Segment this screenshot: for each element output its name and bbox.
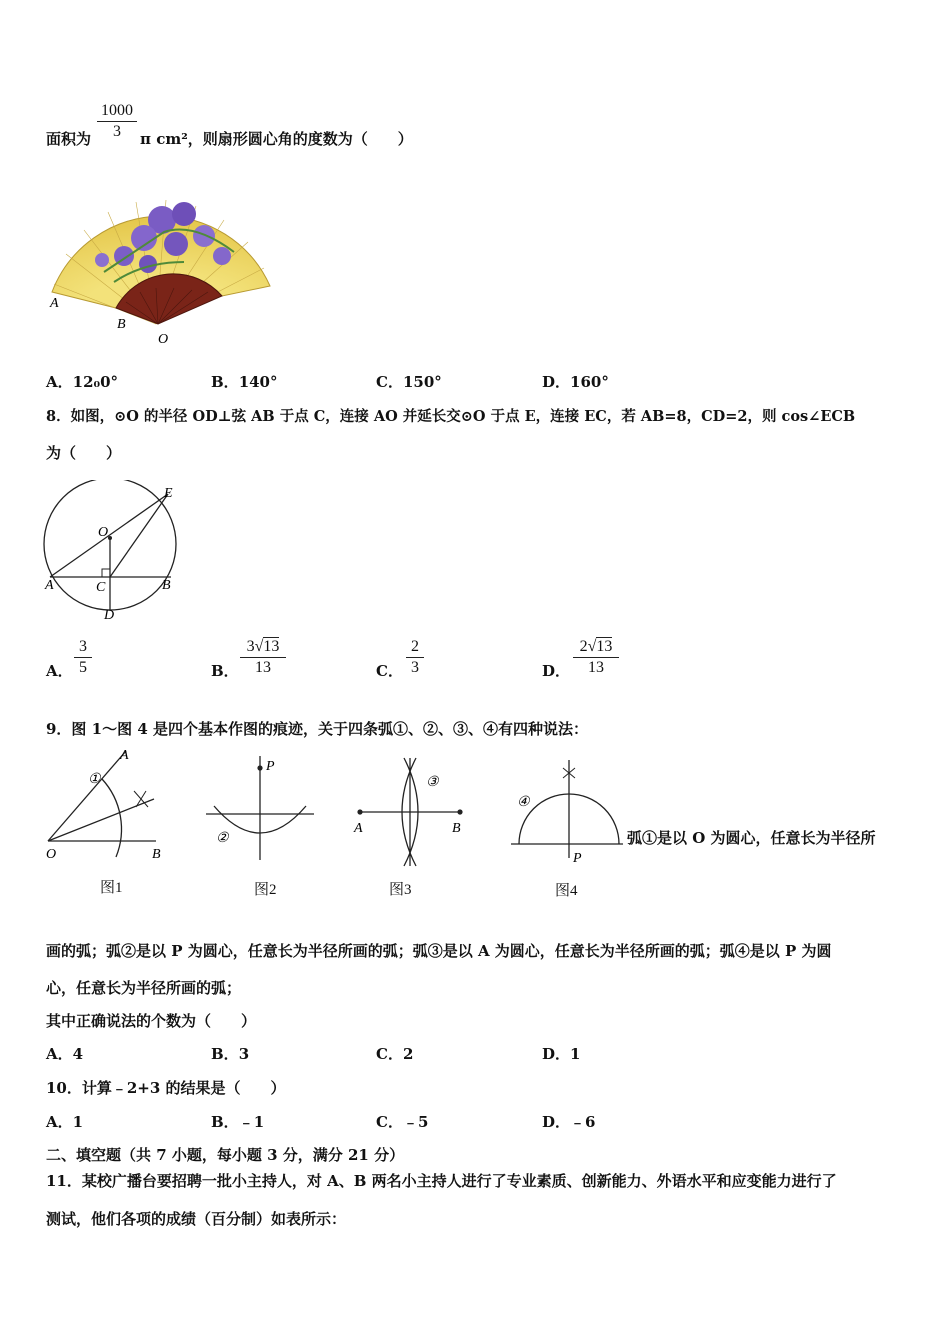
option-text: ﹣5: [402, 1113, 429, 1131]
fig3-label-b: B: [452, 821, 461, 836]
q7-option-c[interactable]: [376, 371, 442, 392]
option-text: 160°: [570, 373, 609, 391]
option-text: 1: [72, 1113, 84, 1131]
q7-option-d[interactable]: [542, 371, 609, 392]
option-text: ﹣1: [238, 1113, 265, 1131]
q8-label-c: C: [96, 580, 106, 595]
option-text: 2: [402, 1045, 414, 1063]
sqrt-icon: √: [254, 638, 264, 655]
option-letter: D．: [542, 373, 571, 391]
q10-option-a[interactable]: [46, 1111, 83, 1132]
q7-prefix: 面积为: [46, 130, 92, 148]
fan-label-a: A: [50, 296, 59, 311]
option-text: ﹣6: [570, 1113, 596, 1131]
q9-side-text: 弧①是以 O 为圆心，任意长为半径所: [627, 829, 876, 847]
option-letter: C．: [376, 1045, 403, 1063]
option-letter: B．: [211, 373, 239, 391]
option-letter: B．: [211, 662, 239, 680]
radicand: 13: [596, 638, 613, 655]
q11-stem-line1: 11．某校广播台要招聘一批小主持人，对 A、B 两名小主持人进行了专业素质、创新能力、外语水平和应变能力进行了: [46, 1172, 837, 1190]
q8-option-a[interactable]: [46, 660, 73, 681]
option-letter: A．: [46, 1045, 73, 1063]
q7-option-b[interactable]: [211, 371, 278, 392]
q7-fraction-numerator: 1000: [97, 102, 137, 122]
q8-option-d[interactable]: [542, 660, 570, 681]
option-letter: A．: [46, 662, 73, 680]
q9-stem-line1: 9．图 1～图 4 是四个基本作图的痕迹，关于四条弧①、②、③、④有四种说法：: [46, 720, 588, 738]
option-letter: A．: [46, 1113, 73, 1131]
fraction-numerator: [573, 638, 619, 658]
q9-fig4-caption: 图4: [555, 883, 578, 899]
fig1-arc-label: ①: [88, 772, 101, 787]
fraction-denominator: 13: [588, 659, 604, 676]
q8-label-e: E: [164, 486, 173, 501]
option-text: 4: [72, 1045, 84, 1063]
q8-label-b: B: [162, 578, 171, 593]
q9-stem-line4: 其中正确说法的个数为（ ）: [46, 1012, 257, 1030]
fig3-arc-label: ③: [426, 775, 439, 790]
q9-figure-4: [505, 758, 630, 870]
q9-option-b[interactable]: [211, 1043, 249, 1064]
q10-option-b[interactable]: [211, 1111, 264, 1132]
option-text: 150°: [402, 373, 442, 391]
q9-fig2-caption: 图2: [254, 882, 277, 898]
fraction-denominator: 13: [255, 659, 271, 676]
q8-label-d: D: [104, 608, 115, 622]
q8-option-b[interactable]: [211, 660, 239, 681]
q7-fraction-denominator: 3: [113, 123, 121, 140]
q8-label-o: O: [98, 525, 109, 540]
option-letter: B．: [211, 1113, 239, 1131]
q9-fig1-caption: 图1: [100, 880, 123, 896]
fig1-label-o: O: [46, 847, 57, 862]
q9-fig3-caption: 图3: [389, 882, 412, 898]
fraction-numerator: [240, 638, 286, 658]
q10-stem: 10．计算﹣2+3 的结果是（ ）: [46, 1079, 286, 1097]
q8-stem-line2: 为（ ）: [46, 444, 122, 462]
option-text: 12₀0°: [72, 373, 119, 391]
fig2-arc-label: ②: [216, 831, 229, 846]
fraction-numerator: 3: [74, 638, 92, 658]
section-2-title: 二、填空题（共 7 小题，每小题 3 分，满分 21 分）: [46, 1146, 405, 1164]
q8-option-d-fraction: [573, 638, 619, 677]
fig1-label-b: B: [152, 847, 161, 862]
option-text: 3: [238, 1045, 250, 1063]
q8-option-a-fraction: [74, 638, 92, 677]
option-letter: C．: [376, 373, 403, 391]
fraction-numerator: 2: [406, 638, 424, 658]
option-letter: D．: [542, 662, 571, 680]
q7-option-a[interactable]: [46, 371, 118, 392]
fan-label-b: B: [117, 317, 126, 332]
q9-option-c[interactable]: [376, 1043, 413, 1064]
q9-option-a[interactable]: [46, 1043, 83, 1064]
radical-coefficient: 2: [579, 638, 588, 655]
q9-stem-line2: 画的弧；弧②是以 P 为圆心，任意长为半径所画的弧；弧③是以 A 为圆心，任意长为半径所画的弧；弧④是以 P 为圆: [46, 942, 832, 960]
fan-label-o: O: [158, 332, 169, 347]
option-text: 1: [570, 1045, 581, 1063]
q8-option-c-fraction: [406, 638, 424, 677]
q9-figure-3: [348, 748, 472, 873]
sqrt-icon: √: [587, 638, 597, 655]
fig4-arc-label: ④: [517, 795, 530, 810]
q8-option-c[interactable]: [376, 660, 403, 681]
q9-option-d[interactable]: [542, 1043, 580, 1064]
fig1-label-a: A: [120, 748, 129, 763]
q11-stem-line2: 测试，他们各项的成绩（百分制）如表所示：: [46, 1210, 347, 1228]
q8-label-a: A: [45, 578, 54, 593]
option-letter: D．: [542, 1113, 571, 1131]
q8-option-b-fraction: [240, 638, 286, 677]
q7-stem: π cm²，则扇形圆心角的度数为（ ）: [140, 130, 413, 148]
q9-figure-1: [42, 745, 172, 865]
option-letter: B．: [211, 1045, 239, 1063]
fig4-label-p: P: [573, 851, 582, 866]
q7-fan-figure: [44, 192, 276, 352]
fig3-label-a: A: [354, 821, 363, 836]
option-letter: C．: [376, 662, 403, 680]
q9-stem-line3: 心，任意长为半径所画的弧；: [46, 979, 242, 997]
q7-area-fraction: [97, 102, 137, 141]
option-letter: D．: [542, 1045, 571, 1063]
radicand: 13: [263, 638, 280, 655]
q8-circle-figure: [40, 480, 182, 622]
fig2-label-p: P: [266, 759, 275, 774]
option-text: 140°: [238, 373, 278, 391]
fraction-denominator: 3: [411, 659, 419, 676]
q10-option-d[interactable]: [542, 1111, 595, 1132]
radical-coefficient: 3: [246, 638, 255, 655]
fraction-denominator: 5: [79, 659, 87, 676]
option-letter: A．: [46, 373, 73, 391]
q8-stem-line1: 8．如图，⊙O 的半径 OD⊥弦 AB 于点 C，连接 AO 并延长交⊙O 于点 E，连接 EC，若 AB=8，CD=2，则 cos∠ECB: [46, 408, 856, 425]
q9-figure-2: [200, 750, 320, 865]
option-letter: C．: [376, 1113, 403, 1131]
q10-option-c[interactable]: [376, 1111, 428, 1132]
